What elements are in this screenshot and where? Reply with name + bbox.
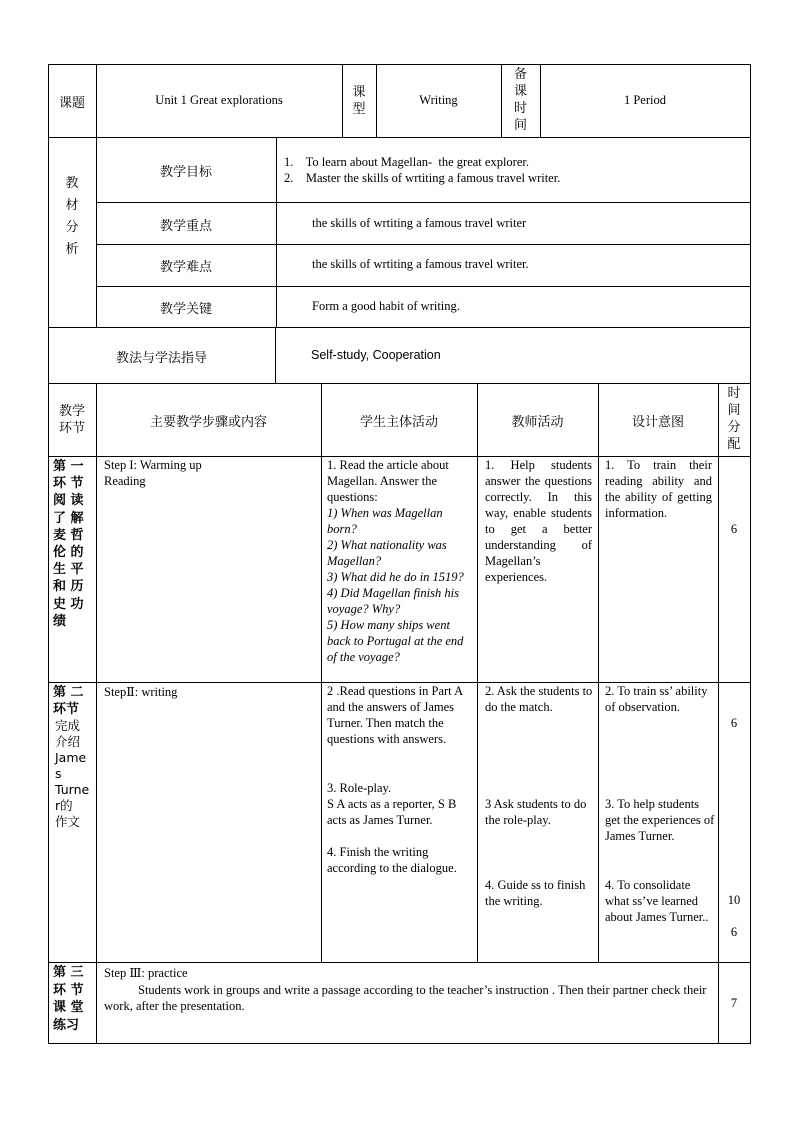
question-2: 2) What nationality was Magellan? (327, 538, 447, 568)
subject-value: Unit 1 Great explorations (155, 93, 283, 107)
col-stage: 教学 环节 (58, 404, 85, 436)
analysis-label: 教 材 分 析 (65, 176, 79, 257)
col-student: 学生主体活动 (359, 415, 438, 430)
section2-steps: StepⅡ: writing (104, 685, 178, 699)
col-teacher: 教师活动 (511, 415, 564, 430)
section2-stage: 完成 介绍 Jame s Turne r的 作文 (55, 718, 90, 829)
question-4: 4) Did Magellan finish his voyage? Why? (327, 586, 459, 616)
section3-steps-title: Step Ⅲ: practice (104, 966, 188, 980)
section1-teacher: 1. Help students answer the questions correctly. In this way, enable students to get a better understanding of Magellan’s experiences. (485, 458, 592, 584)
method-label: 教法与学法指导 (115, 351, 207, 366)
question-5: 5) How many ships went back to Portugal at the end of the voyage? (327, 618, 464, 664)
goal-text (284, 154, 744, 186)
section1-time: 6 (730, 522, 738, 536)
section1-design: 1. To train their reading ability and the ability of getting information. (605, 458, 712, 520)
type-value: Writing (419, 93, 458, 107)
section2-time-2: 10 (727, 893, 741, 907)
section1-stage: 第 一 环 节 阅 读 了 解 麦 哲 伦 的 生 平 和 历 史 功 绩 (53, 459, 84, 629)
section1-student-intro: 1. Read the article about Magellan. Answer the questions: (327, 458, 449, 504)
difficulty-label: 教学难点 (159, 260, 212, 275)
section3-time: 7 (730, 996, 738, 1010)
subject-label: 课题 (58, 96, 85, 111)
section2-time-1: 6 (730, 716, 738, 730)
section1-student (327, 457, 472, 665)
section1-steps: Step I: Warming up Reading (104, 458, 202, 488)
question-3: 3) What did he do in 1519? (327, 570, 464, 584)
section2-student-1: 2 .Read questions in Part A and the answers of James Turner. Then match the questions with answers. (327, 684, 463, 746)
section2-time-3: 6 (730, 925, 738, 939)
key-point-text: the skills of wrtiting a famous travel writer (312, 216, 527, 230)
col-steps: 主要教学步骤或内容 (149, 415, 267, 430)
question-1: 1) When was Magellan born? (327, 506, 443, 536)
section2-teacher-3: 4. Guide ss to finish the writing. (485, 878, 586, 908)
section2-design-2: 3. To help students get the experiences of James Turner. (605, 797, 715, 843)
section2-student-3: 4. Finish the writing according to the dialogue. (327, 845, 457, 875)
section3-steps-body: Students work in groups and write a passage according to the teacher’s instruction . Then their partner check their work, after the presentation. (104, 983, 707, 1013)
section2-teacher-2: 3 Ask students to do the role-play. (485, 797, 587, 827)
section2-student-2: 3. Role-play. S A acts as a reporter, S B acts as James Turner. (327, 781, 457, 827)
key-text: Form a good habit of writing. (312, 299, 460, 313)
key-point-label: 教学重点 (159, 219, 212, 234)
col-time: 时 间 分 配 (727, 386, 741, 452)
section2-teacher-1: 2. Ask the students to do the match. (485, 684, 593, 714)
difficulty-text: the skills of wrtiting a famous travel writer. (312, 257, 529, 271)
section2-design-3: 4. To consolidate what ss’ve learned about James Turner.. (605, 878, 709, 924)
prep-value: 1 Period (623, 93, 666, 107)
section2-design-1: 2. To train ss’ ability of observation. (605, 684, 708, 714)
goal-label: 教学目标 (159, 165, 212, 180)
key-label: 教学关键 (159, 302, 212, 317)
method-value: Self-study, Cooperation (311, 348, 441, 362)
section3-stage: 第 三 环 节 课 堂 练习 (53, 965, 84, 1033)
type-label: 课 型 (352, 85, 366, 117)
prep-label: 备 课 时 间 (513, 67, 527, 133)
goal-line-2: 2. Master the skills of wrtiting a famous travel writer. (284, 171, 561, 185)
goal-line-1: 1. To learn about Magellan- the great explorer. (284, 155, 529, 169)
col-design: 设计意图 (631, 415, 684, 430)
section2-stage-head: 第 二 环节 (53, 685, 84, 718)
